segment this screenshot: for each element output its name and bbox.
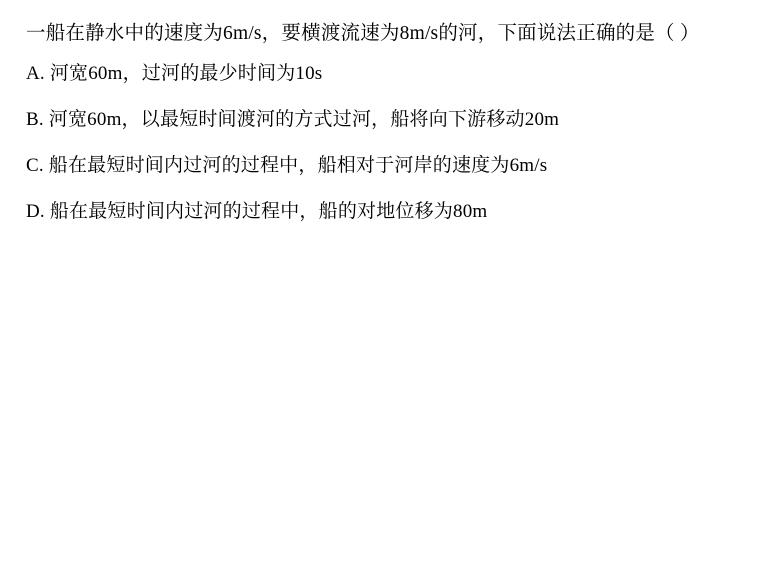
options-list	[26, 59, 758, 227]
option-c	[26, 151, 758, 181]
option-b	[26, 105, 758, 135]
option-b-label: B.	[26, 109, 44, 130]
option-d	[26, 197, 758, 227]
question-stem: 一船在静水中的速度为6m/s，要横渡流速为8m/s的河，下面说法正确的是（ ）	[26, 23, 700, 44]
option-a-label: A.	[26, 63, 45, 84]
option-a-text: 河宽60m，过河的最少时间为10s	[49, 63, 323, 84]
option-c-text: 船在最短时间内过河的过程中，船相对于河岸的速度为6m/s	[48, 155, 548, 176]
option-c-label: C.	[26, 155, 44, 176]
option-a	[26, 59, 758, 89]
option-b-text: 河宽60m，以最短时间渡河的方式过河，船将向下游移动20m	[48, 109, 560, 130]
option-d-label: D.	[26, 201, 45, 222]
option-d-text: 船在最短时间内过河的过程中，船的对地位移为80m	[49, 201, 488, 222]
